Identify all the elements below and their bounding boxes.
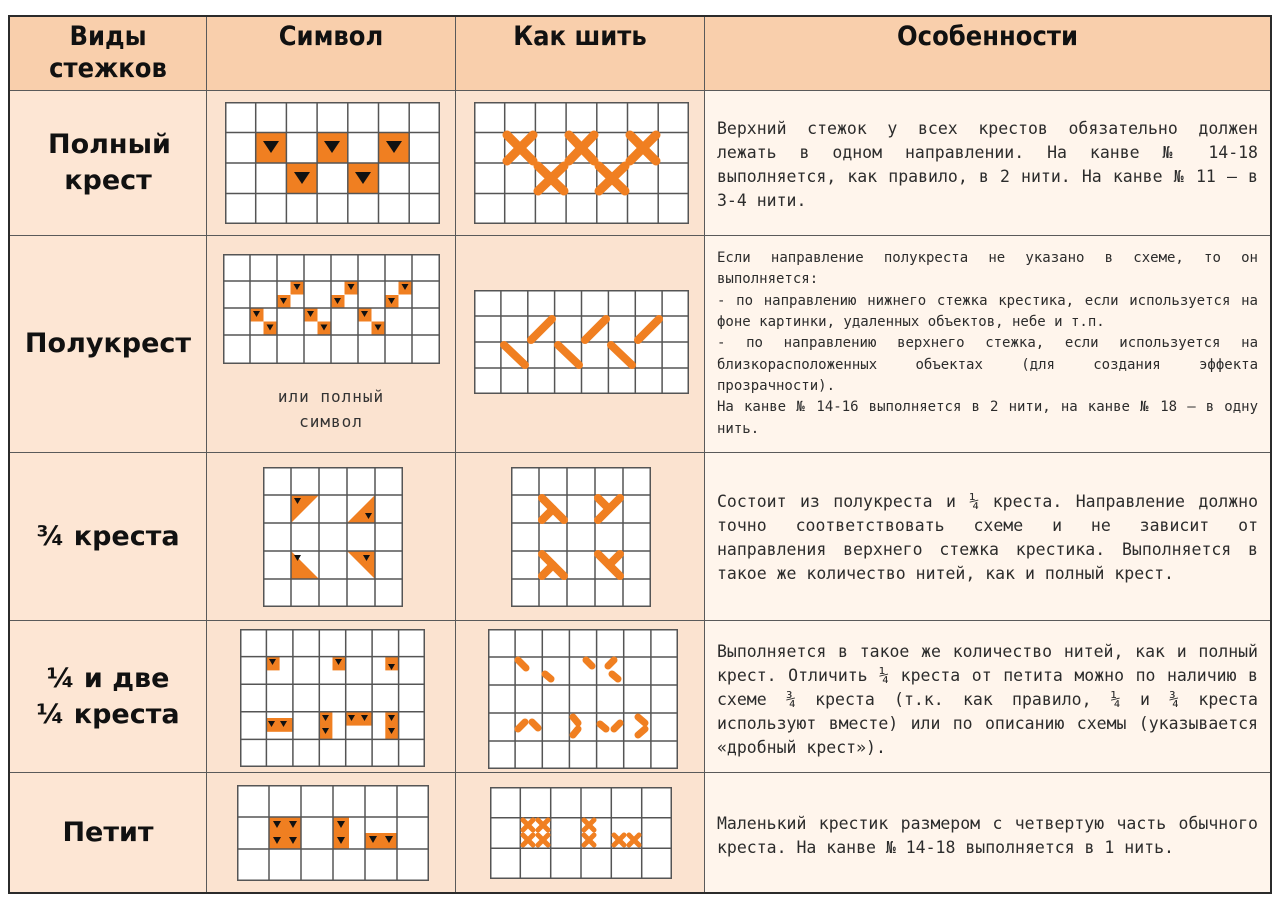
row-name-half-cross: Полукрест — [10, 236, 207, 453]
description-three-quarter-cross: Состоит из полукреста и ¼ креста. Направление должно точно соответствовать схеме и не зависит от направления верхнего стежка крестика. Выполняется в такое же количество нитей, как и полный крест. — [705, 453, 1270, 621]
symbol-half-cross — [207, 236, 456, 453]
three-quarter-stitch-grid — [511, 467, 651, 607]
half-cross-stitch-grid — [474, 290, 689, 394]
row-name-full-cross: Полный крест — [10, 91, 207, 236]
half-cross-desc-line-2: - по направлению нижнего стежка крестика, если используется на фоне картинки, удаленных объектов, небе и т.п. — [717, 292, 1258, 331]
alt-full-symbol-note: или полный символ — [277, 387, 385, 431]
header-how-to-sew: Как шить — [456, 17, 705, 91]
how-quarter-cross — [456, 621, 705, 773]
stitch-types-table — [8, 15, 1272, 894]
quarter-symbol-grid — [240, 629, 425, 767]
description-petite: Маленький крестик размером с четвертую часть обычного креста. На канве № 14-18 выполняется в 1 нить. — [705, 773, 1270, 892]
description-quarter-cross: Выполняется в такое же количество нитей, как и полный крест. Отличить ¼ креста от петита можно по наличию в схеме ¾ креста (т.к. как правило, ¼ и ¾ креста используют вместе) или по описанию схемы (указывается «дробный крест»). — [705, 621, 1270, 773]
quarter-stitch-grid — [488, 629, 678, 769]
symbol-petite — [207, 773, 456, 892]
how-three-quarter-cross — [456, 453, 705, 621]
symbol-quarter-cross — [207, 621, 456, 773]
full-cross-symbol-grid — [225, 102, 440, 224]
header-features: Особенности — [705, 17, 1270, 91]
half-cross-desc-line-3: - по направлению верхнего стежка, если используется на близкорасположенных объектах (для создания эффекта прозрачности). — [717, 335, 1258, 394]
half-cross-desc-line-4: На канве № 14-16 выполняется в 2 нити, на канве № 18 – в одну нить. — [717, 399, 1258, 437]
half-cross-symbol-grid — [223, 254, 440, 364]
petite-stitch-grid — [490, 787, 672, 879]
row-name-three-quarter-cross: ¾ креста — [10, 453, 207, 621]
how-full-cross — [456, 91, 705, 236]
header-symbol: Символ — [207, 17, 456, 91]
how-petite — [456, 773, 705, 892]
description-half-cross — [705, 236, 1270, 453]
symbol-full-cross — [207, 91, 456, 236]
full-cross-stitch-grid — [474, 102, 689, 224]
header-stitch-types: Виды стежков — [10, 17, 207, 91]
symbol-three-quarter-cross — [207, 453, 456, 621]
three-quarter-symbol-grid — [263, 467, 403, 607]
row-name-petite: Петит — [10, 773, 207, 892]
petite-symbol-grid — [237, 785, 429, 881]
half-cross-desc-line-1: Если направление полукреста не указано в схеме, то он выполняется: — [717, 250, 1258, 288]
description-full-cross: Верхний стежок у всех крестов обязательно должен лежать в одном направлении. На канве № 14-18 выполняется, как правило, в 2 нити. На канве № 11 – в 3-4 нити. — [705, 91, 1270, 236]
row-name-quarter-cross: ¼ и две ¼ креста — [10, 621, 207, 773]
how-half-cross — [456, 236, 705, 453]
